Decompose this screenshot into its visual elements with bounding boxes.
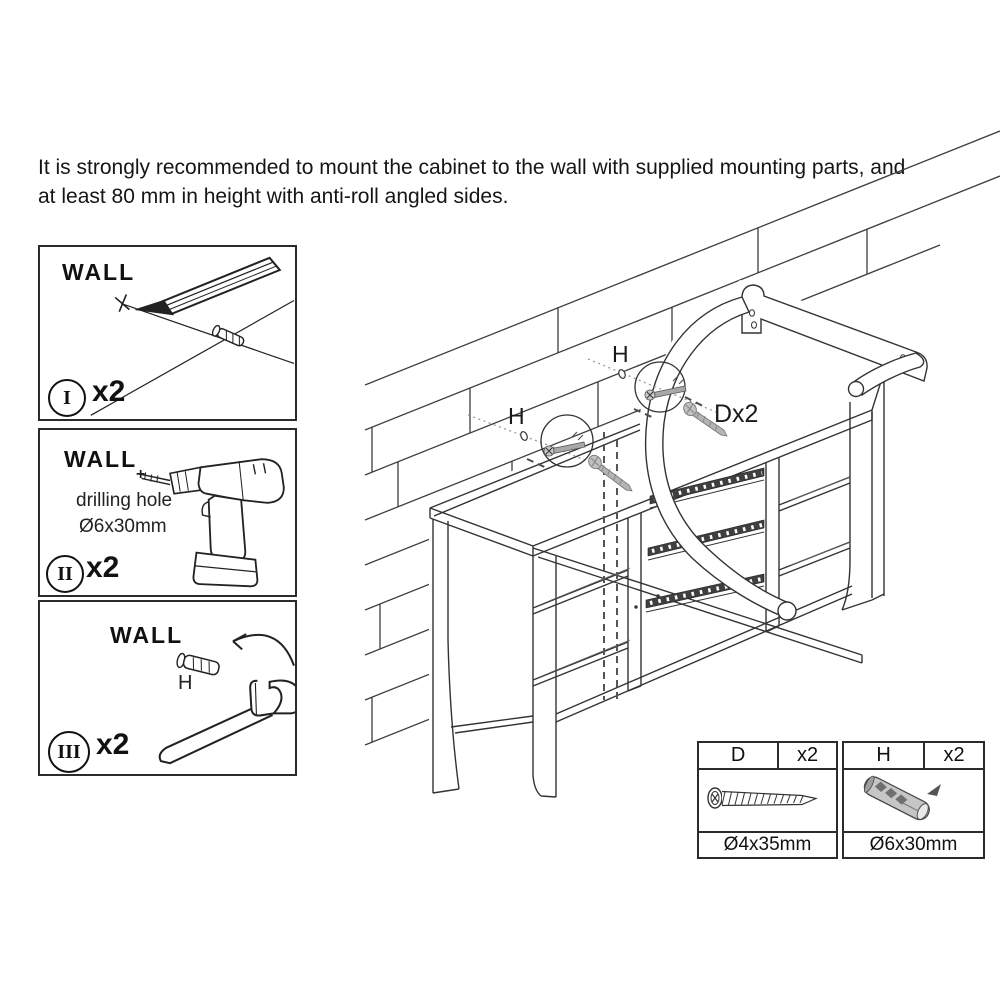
- part-box-header: [699, 743, 836, 770]
- anchor-label-top: H: [612, 341, 629, 367]
- part-size: Ø6x30mm: [844, 831, 983, 858]
- part-code: D: [699, 743, 779, 768]
- part-qty: x2: [943, 743, 965, 766]
- screw-quantity-label: Dx2: [714, 400, 759, 428]
- screw-icon: [699, 770, 832, 826]
- screw-hole: [634, 605, 637, 608]
- drilling-hole-note: drilling hole: [76, 490, 173, 511]
- screw-hole: [656, 594, 659, 597]
- wall-label: WALL: [64, 446, 138, 472]
- plus-mark: +: [136, 466, 146, 483]
- step-box-2: [38, 428, 297, 597]
- rail-rounded-end: [778, 602, 796, 620]
- step-box-1: [38, 245, 297, 421]
- arrow-icon: [927, 784, 941, 796]
- part-qty: x2: [796, 743, 819, 766]
- wall-anchor-hole: [520, 431, 529, 442]
- part-code: H: [844, 743, 925, 768]
- step-number-3: III: [48, 731, 90, 773]
- rail-rounded-end: [849, 382, 864, 397]
- screw-hole: [752, 322, 757, 328]
- part-size: Ø4x35mm: [699, 831, 836, 858]
- drill-size-note: Ø6x30mm: [79, 516, 167, 537]
- step-number-1: I: [48, 379, 86, 417]
- wall-label: WALL: [62, 259, 136, 285]
- step-count-3: x2: [96, 728, 130, 761]
- part-box-header: [844, 743, 983, 770]
- wall-label: WALL: [110, 622, 184, 648]
- step-box-3: [38, 600, 297, 776]
- part-box-h: [842, 741, 985, 859]
- step-count-1: x2: [92, 375, 126, 408]
- anchor-label-left: H: [508, 403, 525, 429]
- wall-plug-icon: [844, 770, 979, 826]
- screw-hole: [750, 310, 755, 316]
- intro-line-1: It is strongly recommended to mount the cabinet to the wall with supplied mounting parts, and: [38, 156, 906, 179]
- part-box-body: [844, 770, 983, 831]
- step-count-2: x2: [86, 551, 120, 584]
- anchor-h-label: H: [178, 672, 193, 694]
- part-box-d: [697, 741, 838, 859]
- step-number-2: II: [46, 555, 84, 593]
- intro-line-2: at least 80 mm in height with anti-roll angled sides.: [38, 185, 509, 208]
- part-box-body: [699, 770, 836, 831]
